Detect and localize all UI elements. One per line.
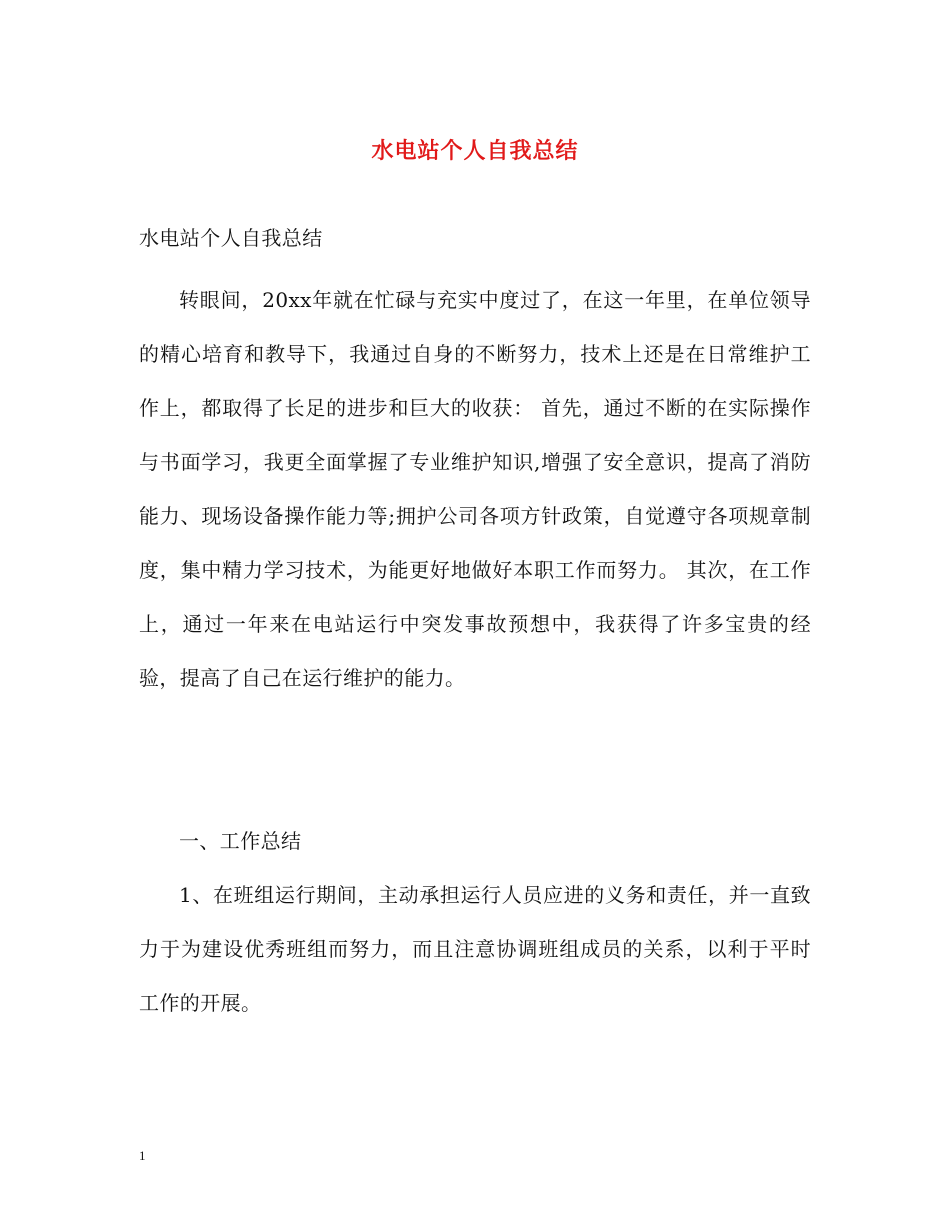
section-heading-work-summary: 一、工作总结 [179, 829, 302, 853]
paragraph-item-1: 1、在班组运行期间，主动承担运行人员应进的义务和责任，并一直致力于为建设优秀班组而努力，而且注意协调班组成员的关系，以利于平时工作的开展。 [139, 883, 811, 1015]
page-number: 1 [139, 1148, 146, 1163]
document-subtitle: 水电站个人自我总结 [139, 226, 323, 250]
document-title: 水电站个人自我总结 [371, 138, 579, 164]
paragraph-intro: 转眼间，20xx年就在忙碌与充实中度过了，在这一年里，在单位领导的精心培育和教导下，我通过自身的不断努力，技术上还是在日常维护工作上，都取得了长足的进步和巨大的收获： 首先，通过不断的在实际操作与书面学习，我更全面掌握了专业维护知识,增强了安全意识，提高了消防能力、现场设备操作能力等;拥护公司各项方针政策，自觉遵守各项规章制度，集中精力学习技术，为能更好地做好本职工作而努力。 其次，在工作上，通过一年来在电站运行中突发事故预想中，我获得了许多宝贵的经验，提高了自己在运行维护的能力。 [139, 288, 811, 690]
